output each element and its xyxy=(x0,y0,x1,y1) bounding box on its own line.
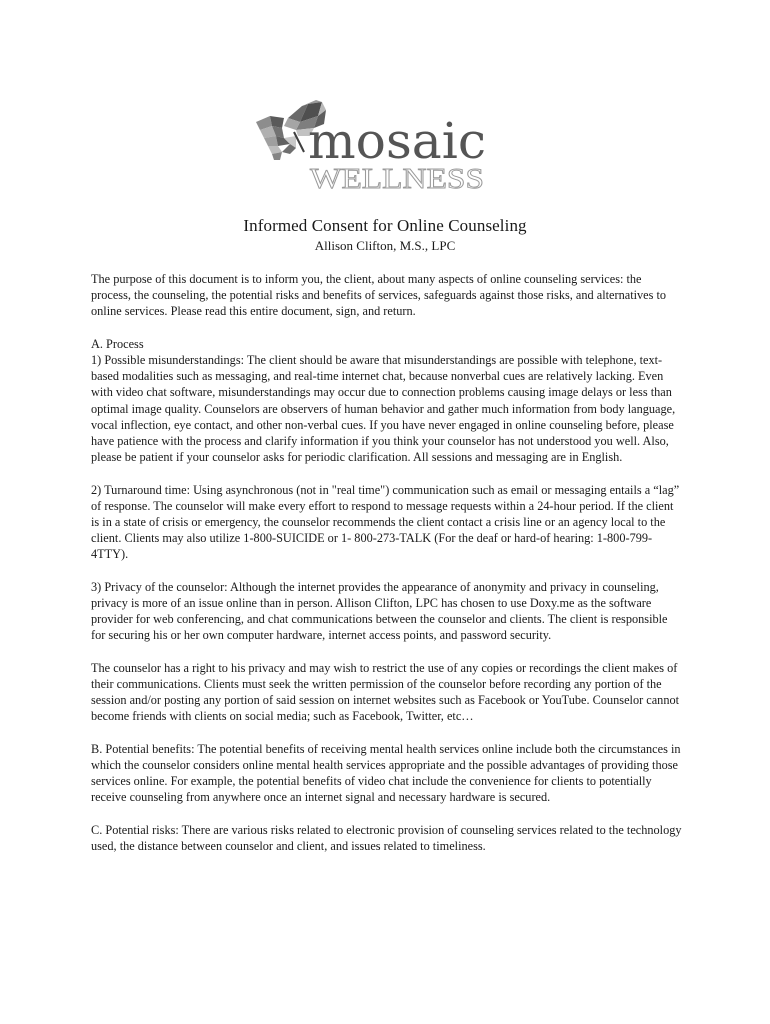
section-c-risks: C. Potential risks: There are various risks related to electronic provision of counseling services related to the technology used, the distance between counselor and client, and issues related to timeliness. xyxy=(91,822,682,854)
document-title: Informed Consent for Online Counseling xyxy=(243,216,527,235)
document-body xyxy=(91,271,683,870)
item-2-turnaround: 2) Turnaround time: Using asynchronous (not in "real time") communication such as email or messaging entails a “lag” of response. The counselor will make every effort to respond to message requests within a 24-hour period. If the client is in a state of crisis or emergency, the counselor recommends the client contact a crisis line or an agency local to the client. Clients may also utilize 1-800-SUICIDE or 1- 800-273-TALK (For the deaf or hard-of hearing: 1-800-799-4TTY). xyxy=(91,482,680,562)
privacy-rights-paragraph: The counselor has a right to his privacy and may wish to restrict the use of any copies or recordings the client makes of their communications. Clients must seek the written permission of the counselor before recording any portion of the session and/or posting any portion of said session on internet websites such as Facebook or YouTube. Counselor cannot become friends with clients on social media; such as Facebook, Twitter, etc… xyxy=(91,660,680,724)
item-3-privacy: 3) Privacy of the counselor: Although the internet provides the appearance of anonymity and privacy in counseling, privacy is more of an issue online than in person. Allison Clifton, LPC has chosen to use Doxy.me as the software provider for web conferencing, and chat communications between the counselor and clients. The client is responsible for securing his or her own computer hardware, internet access points, and password security. xyxy=(91,579,668,643)
section-a-heading: A. Process xyxy=(91,336,144,351)
mosaic-wellness-logo xyxy=(250,96,490,192)
intro-paragraph: The purpose of this document is to inform you, the client, about many aspects of online counseling services: the process, the counseling, the potential risks and benefits of services, safeguards against those risks, and alternatives to online services. Please read this entire document, sign, and return. xyxy=(91,272,667,319)
document-author: Allison Clifton, M.S., LPC xyxy=(314,238,456,253)
item-1-misunderstandings: 1) Possible misunderstandings: The client should be aware that misunderstandings are possible with telephone, text-based modalities such as messaging, and real-time internet chat, because nonverbal cues are relatively lacking. Even with video chat software, misunderstandings may occur due to connection problems causing image delays or less than optimal image quality. Counselors are observers of human behavior and gather much information from body language, vocal inflection, eye contact, and other non-verbal cues. If you have never engaged in online counseling before, please have patience with the process and clarify information if you think your counselor has not understood you well. Also, please be patient if your counselor asks for periodic clarification. All sessions and messaging are in English. xyxy=(91,353,676,465)
brand-name-wellness: WELLNESS xyxy=(310,164,484,192)
section-b-benefits: B. Potential benefits: The potential benefits of receiving mental health services online include both the circumstances in which the counselor considers online mental health services appropriate and the possible advantages of providing those services online. For example, the potential benefits of video chat include the convenience for clients to potentially receive counseling from anywhere once an internet signal and necessary hardware is secured. xyxy=(91,741,681,805)
section-a xyxy=(91,336,683,466)
brand-name-mosaic: mosaic xyxy=(308,112,486,170)
